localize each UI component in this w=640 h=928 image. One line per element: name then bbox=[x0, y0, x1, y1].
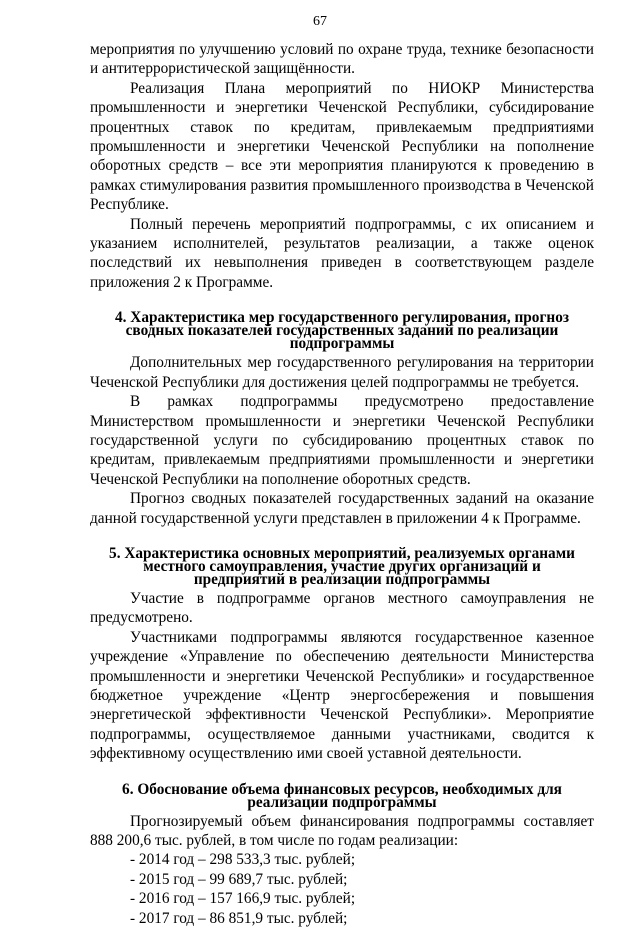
page-content bbox=[90, 40, 594, 928]
funding-by-year-list bbox=[90, 850, 594, 928]
paragraph: Дополнительных мер государственного регулирования на территории Чеченской Республики для достижения целей подпрограммы не требуется. bbox=[90, 354, 594, 391]
paragraph: Участие в подпрограмме органов местного самоуправления не предусмотрено. bbox=[90, 589, 594, 627]
list-item: - 2017 год – 86 851,9 тыс. рублей; bbox=[130, 909, 348, 927]
list-item: - 2015 год – 99 689,7 тыс. рублей; bbox=[130, 870, 348, 888]
paragraph: Прогноз сводных показателей государственных заданий на оказание данной государственной услуги представлен в приложении 4 к Программе. bbox=[90, 490, 594, 527]
paragraph: Участниками подпрограммы являются государственное казенное учреждение «Управление по обеспечению деятельности Министерства промышленности и энергетики Чеченской Республики» и государственное бюджетное учреждение «Центр энергосбережения и повышения энергетической эффективности Чеченской Республики». Мероприятие подпрограммы, осуществляемое данными участниками, сводится к эффективному осуществлению ими своей уставной деятельности. bbox=[90, 628, 594, 763]
section-4-heading: 4. Характеристика мер государственного регулирования, прогноз сводных показателей государственных заданий по реализации подпрограммы bbox=[114, 309, 569, 353]
paragraph: Прогнозируемый объем финансирования подпрограммы составляет 888 200,6 тыс. рублей, в том числе по годам реализации: bbox=[90, 812, 594, 849]
section-6-heading: 6. Обоснование объема финансовых ресурсов, необходимых для реализации подпрограммы bbox=[122, 780, 562, 811]
page-number: 67 bbox=[313, 14, 327, 29]
list-item: - 2014 год – 298 533,3 тыс. рублей; bbox=[130, 851, 356, 869]
section-6-heading-block bbox=[90, 780, 594, 811]
paragraph: мероприятия по улучшению условий по охране труда, технике безопасности и антитеррористической защищённости. bbox=[90, 41, 594, 78]
section-5-heading: 5. Характеристика основных мероприятий, реализуемых органами местного самоуправления, участие других организаций и предприятий в реализации подпрограммы bbox=[109, 544, 575, 588]
paragraph: В рамках подпрограммы предусмотрено предоставление Министерством промышленности и энергетики Чеченской Республики государственной услуги по субсидированию процентных ставок по кредитам, привлекаемым предприятиями промышленности и энергетики Чеченской Республики на пополнение оборотных средств. bbox=[90, 393, 594, 488]
paragraph: Полный перечень мероприятий подпрограммы, с их описанием и указанием исполнителей, результатов реализации, а также оценок последствий их невыполнения приведен в соответствующем разделе приложения 2 к Программе. bbox=[90, 215, 594, 291]
section-4-heading-block bbox=[90, 309, 594, 353]
section-5-heading-block bbox=[90, 544, 594, 588]
list-item: - 2016 год – 157 166,9 тыс. рублей; bbox=[130, 890, 356, 908]
paragraph: Реализация Плана мероприятий по НИОКР Министерства промышленности и энергетики Чеченской Республики, субсидирование процентных ставок по кредитам, привлекаемым предприятиями промышленности и энергетики Чеченской Республики на пополнение оборотных средств – все эти мероприятия планируются к проведению в рамках стимулирования развития промышленного производства в Чеченской Республике. bbox=[90, 79, 594, 214]
